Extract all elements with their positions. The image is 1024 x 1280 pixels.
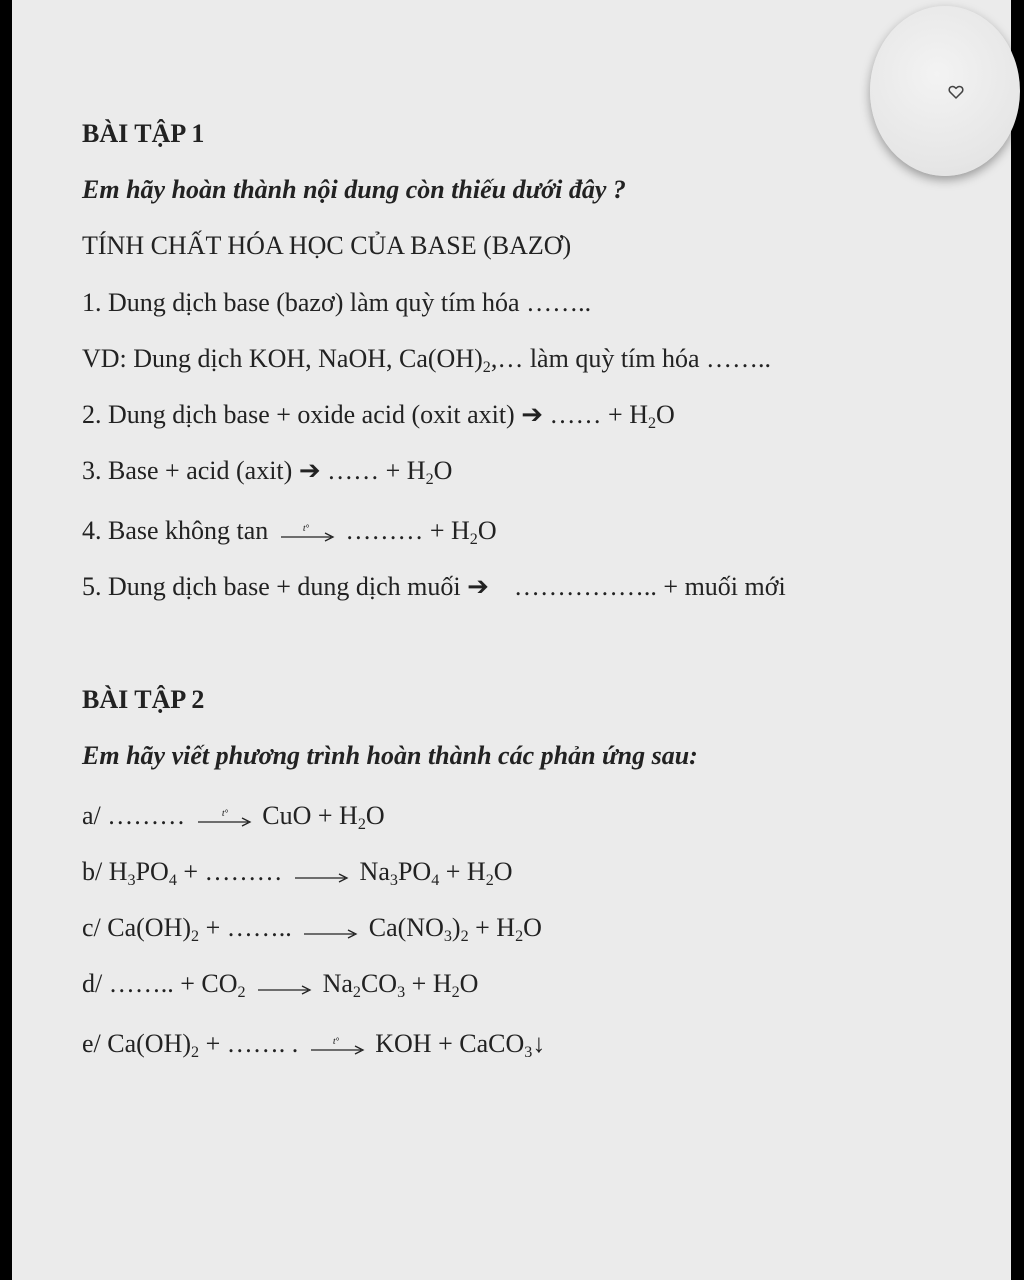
oxygen-symbol: O	[493, 857, 513, 886]
svg-text:t°: t°	[221, 808, 228, 819]
subscript: 3	[443, 927, 452, 945]
subscript: 2	[237, 983, 246, 1001]
item-5	[82, 571, 786, 603]
reaction-e-text: e/ Ca(OH)	[82, 1029, 192, 1058]
exercise-document	[12, 0, 1011, 1280]
reaction-a-products: CuO + H	[262, 801, 358, 830]
oxygen-symbol: O	[365, 801, 385, 830]
item-3	[82, 455, 452, 491]
reaction-d	[82, 968, 478, 1004]
heat-arrow-icon	[196, 808, 252, 828]
subscript: 3	[397, 983, 406, 1001]
exercise-2-instruction: Em hãy viết phương trình hoàn thành các phản ứng sau:	[82, 741, 698, 770]
reaction-d-text: Na	[322, 969, 353, 998]
subscript: 3	[524, 1043, 533, 1061]
oxygen-symbol: O	[433, 456, 453, 485]
subscript: 4	[168, 871, 177, 889]
reaction-c-text: + H	[468, 913, 516, 942]
example-line	[82, 343, 771, 379]
item-4-reactants: 4. Base không tan	[82, 516, 269, 545]
exercise-2-title: BÀI TẬP 2	[82, 685, 205, 714]
reaction-e-text: + ……. .	[199, 1029, 299, 1058]
item-2	[82, 399, 675, 435]
reaction-b-text: Na	[359, 857, 390, 886]
item-2-products: …… + H	[549, 400, 648, 429]
subscript: 2	[357, 815, 366, 833]
reaction-e	[82, 1028, 545, 1064]
oxygen-symbol: O	[656, 400, 675, 429]
exercise-1-title: BÀI TẬP 1	[82, 119, 205, 148]
oxygen-symbol: O	[477, 516, 497, 545]
subscript: 2	[451, 983, 460, 1001]
subscript: 2	[515, 927, 524, 945]
oxygen-symbol: O	[523, 913, 542, 942]
example-text: VD: Dung dịch KOH, NaOH, Ca(OH)	[82, 344, 483, 373]
reaction-c-text: c/ Ca(OH)	[82, 913, 192, 942]
arrow-icon: ➔	[298, 456, 321, 485]
exercise-1-instruction: Em hãy hoàn thành nội dung còn thiếu dưới đây ?	[82, 175, 626, 204]
item-3-reactants: 3. Base + acid (axit)	[82, 456, 293, 485]
subscript: 2	[352, 983, 361, 1001]
reaction-d-text: d/ …….. + CO	[82, 969, 238, 998]
document-page	[12, 0, 1011, 1280]
heat-arrow-icon	[279, 523, 335, 543]
long-arrow-icon	[256, 976, 312, 996]
reaction-c-text: + ……..	[199, 913, 292, 942]
item-1: 1. Dung dịch base (bazơ) làm quỳ tím hóa ……..	[82, 288, 592, 317]
subscript: 2	[460, 927, 469, 945]
long-arrow-icon	[293, 864, 349, 884]
subscript: 4	[431, 871, 440, 889]
heart-icon	[948, 84, 964, 100]
reaction-b-text: + H	[439, 857, 486, 886]
subscript: 2	[191, 1043, 200, 1061]
reaction-c	[82, 912, 542, 948]
oxygen-symbol: O	[459, 969, 479, 998]
item-5-reactants: 5. Dung dịch base + dung dịch muối	[82, 572, 461, 601]
long-arrow-icon	[302, 920, 358, 940]
reaction-b-text: b/ H	[82, 857, 128, 886]
subscript: 2	[647, 414, 657, 432]
reaction-b-text: + ………	[176, 857, 283, 886]
item-5-products: …………….. + muối mới	[513, 572, 786, 601]
section-heading: TÍNH CHẤT HÓA HỌC CỦA BASE (BAZƠ)	[82, 231, 572, 260]
reaction-a	[82, 800, 385, 836]
subscript: 3	[127, 871, 136, 889]
arrow-icon: ➔	[521, 400, 544, 429]
subscript: 3	[389, 871, 398, 889]
reaction-e-text: KOH + CaCO	[375, 1029, 525, 1058]
svg-text:t°: t°	[332, 1036, 339, 1047]
subscript: 2	[469, 530, 478, 548]
item-2-reactants: 2. Dung dịch base + oxide acid (oxit axit)	[82, 400, 515, 429]
reaction-c-text: )	[451, 913, 461, 942]
precipitate-arrow-icon: ↓	[532, 1029, 546, 1058]
example-text-end: ,… làm quỳ tím hóa ……..	[490, 344, 772, 373]
reaction-a-reactant: a/ ………	[82, 801, 186, 830]
subscript: 2	[425, 470, 434, 488]
subscript: 2	[482, 358, 491, 376]
item-4	[82, 515, 497, 551]
heat-arrow-icon	[309, 1036, 365, 1056]
item-3-products: …… + H	[327, 456, 426, 485]
reaction-c-text: Ca(NO	[368, 913, 444, 942]
item-4-products: ……… + H	[345, 516, 470, 545]
reaction-d-text: + H	[405, 969, 452, 998]
reaction-b-text: PO	[397, 857, 432, 886]
subscript: 2	[485, 871, 494, 889]
heat-label: t°	[302, 523, 309, 534]
subscript: 2	[191, 927, 200, 945]
reaction-d-text: CO	[360, 969, 398, 998]
favorite-button[interactable]	[870, 6, 1020, 176]
reaction-b-text: PO	[135, 857, 169, 886]
reaction-b	[82, 856, 513, 892]
arrow-icon: ➔	[467, 572, 489, 601]
